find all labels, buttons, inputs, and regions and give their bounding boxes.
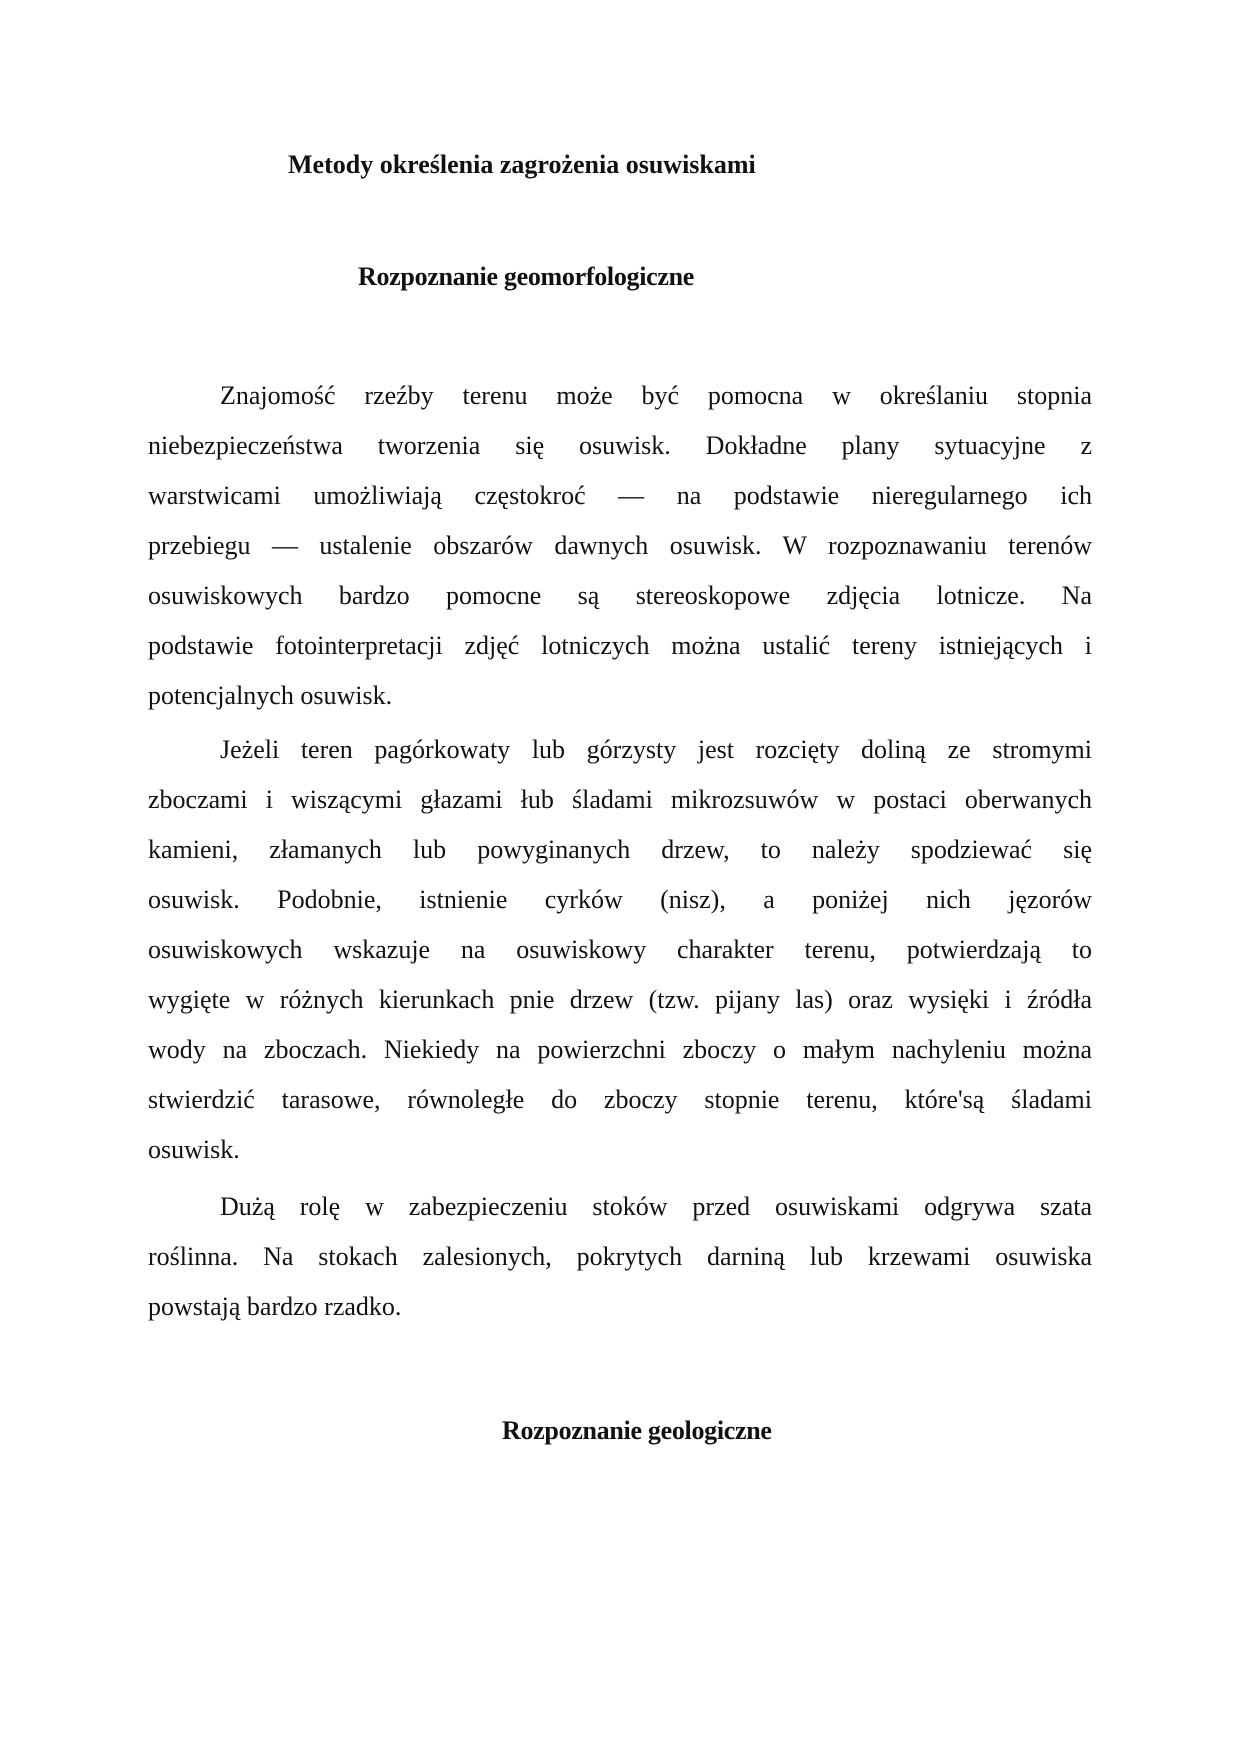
paragraph-line: roślinna. Na stokach zalesionych, pokrytych darniną lub krzewami osuwiska [148, 1242, 1092, 1271]
paragraph-line: osuwisk. Podobnie, istnienie cyrków (nisz), a poniżej nich jęzorów [148, 885, 1092, 914]
paragraph-line: powstają bardzo rzadko. [148, 1292, 402, 1321]
paragraph-line: wygięte w różnych kierunkach pnie drzew (tzw. pijany las) oraz wysięki i źródła [148, 985, 1092, 1014]
paragraph-line: niebezpieczeństwa tworzenia się osuwisk. Dokładne plany sytuacyjne z [148, 431, 1092, 460]
paragraph-line: potencjalnych osuwisk. [148, 681, 393, 710]
document-title: Metody określenia zagrożenia osuwiskami [288, 150, 756, 179]
paragraph-line: kamieni, złamanych lub powyginanych drzew, to należy spodziewać się [148, 835, 1092, 864]
paragraph-line: podstawie fotointerpretacji zdjęć lotniczych można ustalić tereny istniejących i [148, 631, 1092, 660]
paragraph-line: Dużą rolę w zabezpieczeniu stoków przed osuwiskami odgrywa szata [220, 1192, 1092, 1221]
section-heading-geomorphological: Rozpoznanie geomorfologiczne [358, 262, 695, 291]
paragraph-line: zboczami i wiszącymi głazami łub śladami mikrozsuwów w postaci oberwanych [148, 785, 1092, 814]
paragraph-vegetation [148, 1182, 1092, 1332]
section-heading-geological: Rozpoznanie geologiczne [502, 1416, 772, 1445]
paragraph-landform-knowledge [148, 371, 1092, 721]
paragraph-line: osuwiskowych wskazuje na osuwiskowy charakter terenu, potwierdzają to [148, 935, 1092, 964]
paragraph-line: osuwiskowych bardzo pomocne są stereoskopowe zdjęcia lotnicze. Na [148, 581, 1092, 610]
paragraph-line: Jeżeli teren pagórkowaty lub górzysty jest rozcięty doliną ze stromymi [220, 735, 1092, 764]
paragraph-hilly-terrain [148, 725, 1092, 1175]
paragraph-line: Znajomość rzeźby terenu może być pomocna w określaniu stopnia [220, 381, 1092, 410]
paragraph-line: przebiegu — ustalenie obszarów dawnych osuwisk. W rozpoznawaniu terenów [148, 531, 1092, 560]
paragraph-line: wody na zboczach. Niekiedy na powierzchni zboczy o małym nachyleniu można [148, 1035, 1092, 1064]
paragraph-line: warstwicami umożliwiają częstokroć — na podstawie nieregularnego ich [148, 481, 1092, 510]
paragraph-line: stwierdzić tarasowe, równoległe do zboczy stopnie terenu, które'są śladami [148, 1085, 1092, 1114]
paragraph-line: osuwisk. [148, 1135, 240, 1164]
